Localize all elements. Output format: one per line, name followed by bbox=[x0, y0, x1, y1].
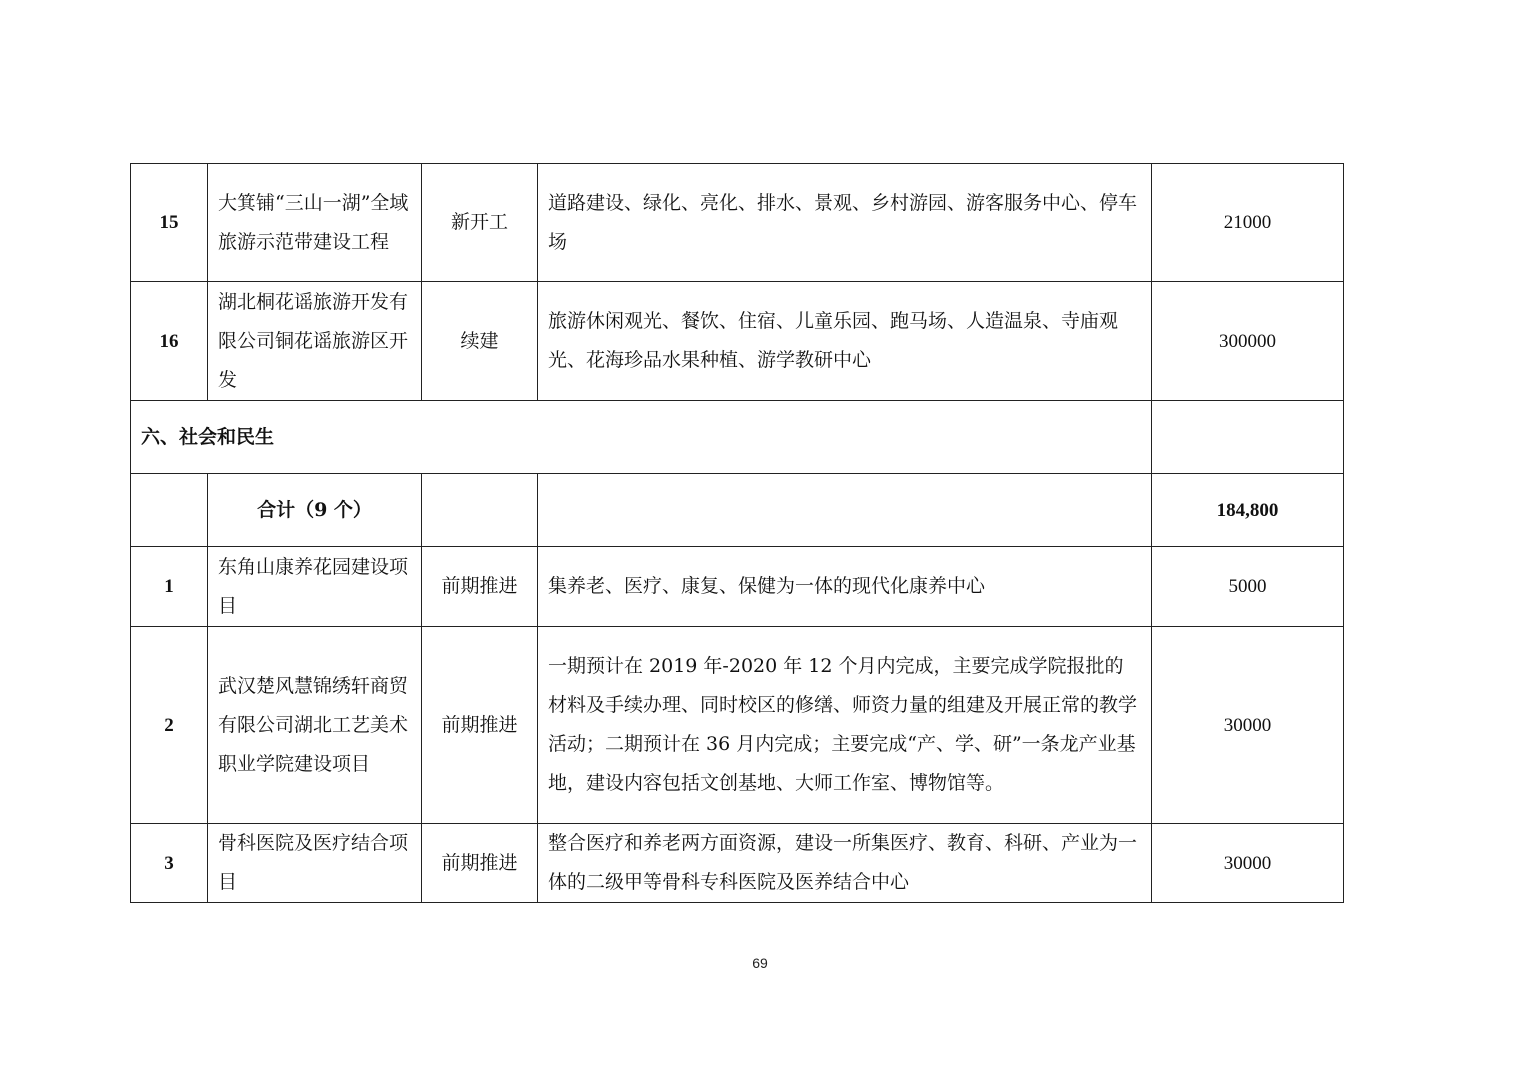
project-content: 整合医疗和养老两方面资源，建设一所集医疗、教育、科研、产业为一体的二级甲等骨科专科医院及医养结合中心 bbox=[538, 824, 1152, 903]
project-status: 续建 bbox=[422, 282, 538, 401]
project-content: 一期预计在 2019 年-2020 年 12 个月内完成，主要完成学院报批的材料及手续办理、同时校区的修缮、师资力量的组建及开展正常的教学活动；二期预计在 36 月内完成；主要完成“产、学、研”一条龙产业基地，建设内容包括文创基地、大师工作室、博物馆等。 bbox=[538, 627, 1152, 824]
project-status: 新开工 bbox=[422, 164, 538, 282]
row-number: 15 bbox=[131, 164, 208, 282]
section-row bbox=[131, 401, 1344, 474]
project-name: 东角山康养花园建设项目 bbox=[208, 547, 422, 627]
project-name: 骨科医院及医疗结合项目 bbox=[208, 824, 422, 903]
total-amount: 184,800 bbox=[1152, 474, 1344, 547]
project-table bbox=[130, 163, 1344, 903]
project-name: 湖北桐花谣旅游开发有限公司铜花谣旅游区开发 bbox=[208, 282, 422, 401]
total-row bbox=[131, 474, 1344, 547]
project-amount: 300000 bbox=[1152, 282, 1344, 401]
table-row bbox=[131, 627, 1344, 824]
project-content: 集养老、医疗、康复、保健为一体的现代化康养中心 bbox=[538, 547, 1152, 627]
row-number: 16 bbox=[131, 282, 208, 401]
page-number: 69 bbox=[752, 955, 768, 971]
total-empty-cell bbox=[538, 474, 1152, 547]
total-empty-cell bbox=[422, 474, 538, 547]
project-amount: 30000 bbox=[1152, 824, 1344, 903]
project-name: 大箕铺“三山一湖”全域旅游示范带建设工程 bbox=[208, 164, 422, 282]
table-row bbox=[131, 547, 1344, 627]
row-number: 1 bbox=[131, 547, 208, 627]
row-number: 2 bbox=[131, 627, 208, 824]
total-empty-cell bbox=[131, 474, 208, 547]
project-name: 武汉楚风慧锦绣轩商贸有限公司湖北工艺美术职业学院建设项目 bbox=[208, 627, 422, 824]
project-status: 前期推进 bbox=[422, 547, 538, 627]
table-row bbox=[131, 824, 1344, 903]
row-number: 3 bbox=[131, 824, 208, 903]
project-amount: 30000 bbox=[1152, 627, 1344, 824]
project-status: 前期推进 bbox=[422, 627, 538, 824]
project-amount: 5000 bbox=[1152, 547, 1344, 627]
table-row bbox=[131, 164, 1344, 282]
project-content: 道路建设、绿化、亮化、排水、景观、乡村游园、游客服务中心、停车场 bbox=[538, 164, 1152, 282]
section-title: 六、社会和民生 bbox=[131, 401, 1152, 474]
project-content: 旅游休闲观光、餐饮、住宿、儿童乐园、跑马场、人造温泉、寺庙观光、花海珍品水果种植、游学教研中心 bbox=[538, 282, 1152, 401]
table-row bbox=[131, 282, 1344, 401]
project-amount: 21000 bbox=[1152, 164, 1344, 282]
project-status: 前期推进 bbox=[422, 824, 538, 903]
total-label: 合计（9 个） bbox=[208, 474, 422, 547]
section-amount-cell bbox=[1152, 401, 1344, 474]
